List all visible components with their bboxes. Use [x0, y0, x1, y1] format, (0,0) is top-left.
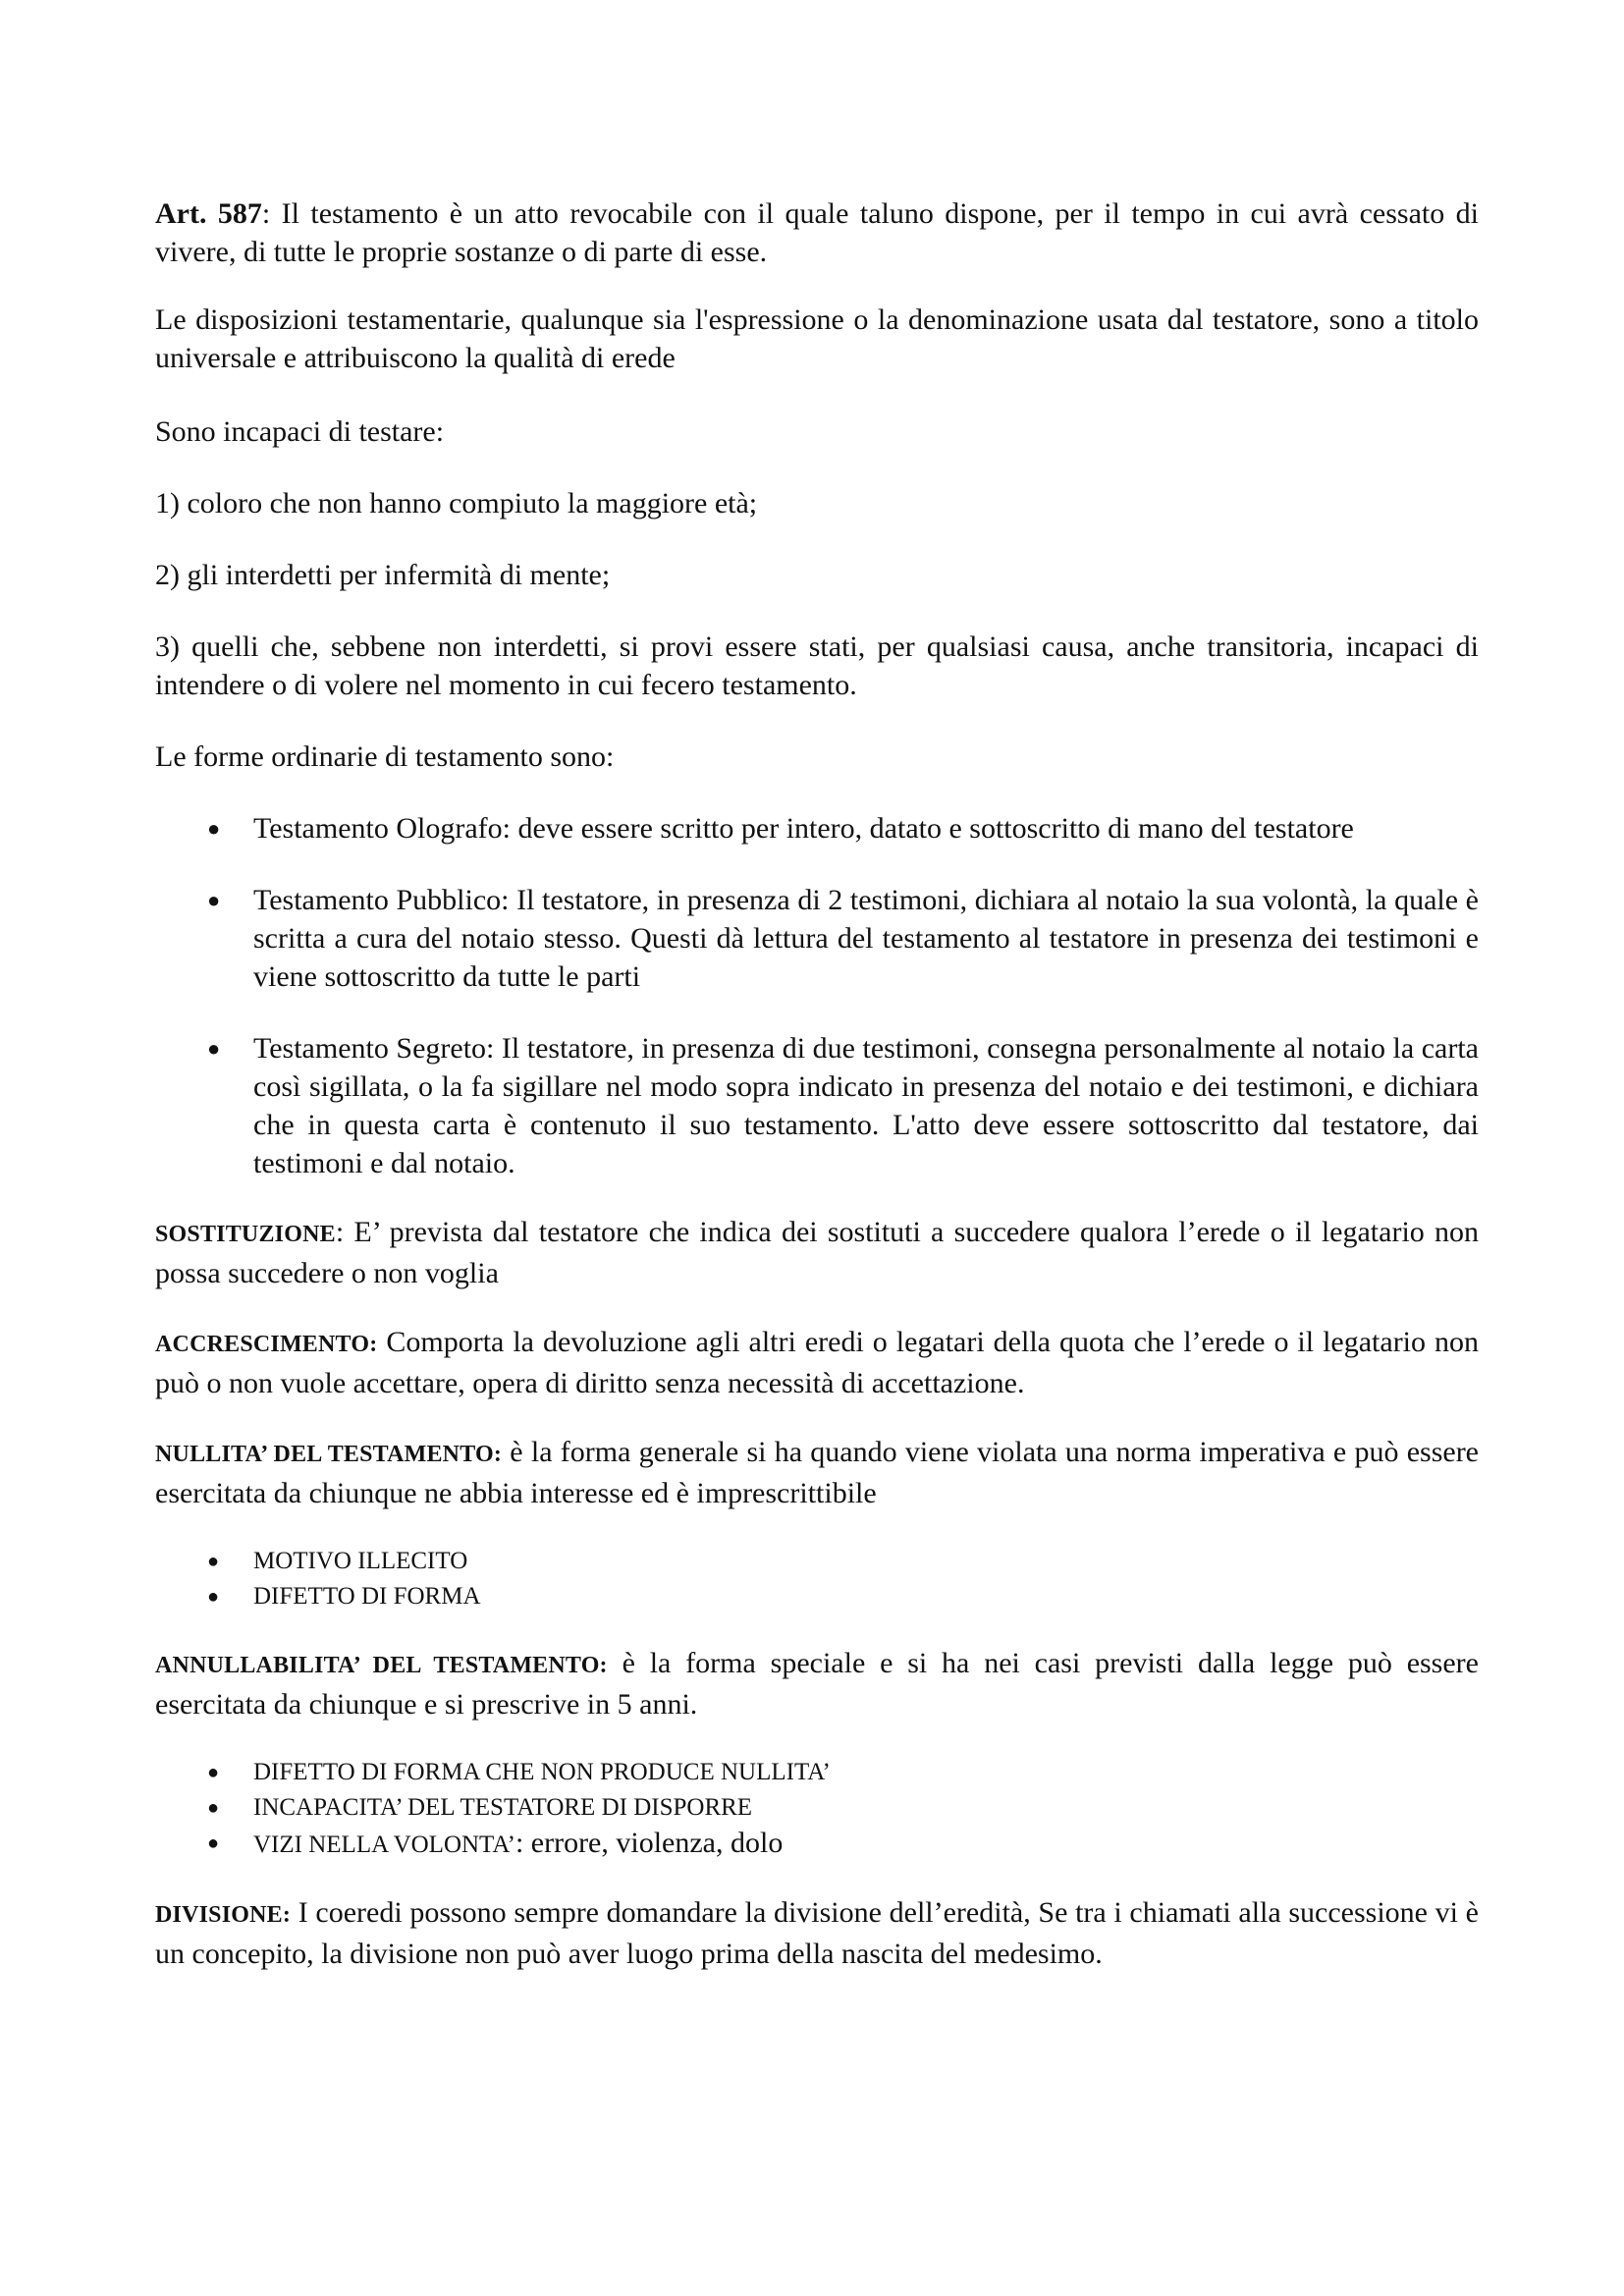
- art-587-paragraph: [155, 194, 1479, 271]
- forme-item-pubblico: Testamento Pubblico: Il testatore, in presenza di 2 testimoni, dichiara al notaio la sua volontà, la quale è scritta a cura del notaio stesso. Questi dà lettura del testamento al testatore in presenza dei testimoni e viene sottoscritto da tutte le parti: [253, 884, 1479, 993]
- forme-list: [155, 809, 1479, 1182]
- list-item: [155, 1029, 1479, 1182]
- sostituzione-text: : E’ prevista dal testatore che indica dei sostituti a succedere qualora l’erede o il legatario non possa succedere o non voglia: [155, 1216, 1479, 1289]
- nullita-paragraph: [155, 1433, 1479, 1512]
- list-item: [155, 1579, 1479, 1614]
- art-587-label: Art. 587: [155, 197, 262, 230]
- nullita-label: NULLITA’ DEL TESTAMENTO:: [155, 1442, 503, 1467]
- annullabilita-list: [155, 1755, 1479, 1863]
- bullet-icon: ●: [207, 1832, 220, 1854]
- bullet-icon: ●: [207, 1551, 220, 1572]
- divisione-label: DIVISIONE:: [155, 1902, 292, 1928]
- bullet-icon: ●: [207, 1797, 220, 1819]
- sostituzione-paragraph: [155, 1213, 1479, 1292]
- nullita-text: è la forma generale si ha quando viene violata una norma imperativa e può essere esercitata da chiunque ne abbia interesse ed è imprescrittibile: [155, 1436, 1480, 1509]
- annullabilita-paragraph: [155, 1644, 1479, 1723]
- accrescimento-paragraph: [155, 1323, 1479, 1402]
- list-item: [155, 881, 1479, 996]
- bullet-icon: ●: [207, 816, 221, 841]
- annullabilita-item-vizi-caps: VIZI NELLA VOLONTA’: [253, 1831, 515, 1858]
- annullabilita-item-difetto: DIFETTO DI FORMA CHE NON PRODUCE NULLITA’: [253, 1759, 831, 1785]
- annullabilita-label: ANNULLABILITA’ DEL TESTAMENTO:: [155, 1653, 608, 1678]
- divisione-text: I coeredi possono sempre domandare la divisione dell’eredità, Se tra i chiamati alla successione vi è un concepito, la divisione non può aver luogo prima della nascita del medesimo.: [155, 1896, 1479, 1970]
- bullet-icon: ●: [207, 888, 221, 912]
- bullet-icon: ●: [207, 1036, 221, 1061]
- sostituzione-label: SOSTITUZIONE: [155, 1222, 336, 1247]
- bullet-icon: ●: [207, 1586, 220, 1608]
- nullita-item-motivo: MOTIVO ILLECITO: [253, 1548, 468, 1574]
- divisione-paragraph: [155, 1893, 1479, 1973]
- annullabilita-item-incapacita: INCAPACITA’ DEL TESTATORE DI DISPORRE: [253, 1794, 753, 1821]
- list-item: [155, 1826, 1479, 1863]
- accrescimento-text: Comporta la devoluzione agli altri eredi o legatari della quota che l’erede o il legatario non può o non vuole accettare, opera di diritto senza necessità di accettazione.: [155, 1326, 1479, 1399]
- document-body: [155, 194, 1479, 1973]
- nullita-list: [155, 1544, 1479, 1614]
- incapaci-item-1: 1) coloro che non hanno compiuto la maggiore età;: [155, 487, 758, 519]
- nullita-item-difetto: DIFETTO DI FORMA: [253, 1583, 481, 1610]
- list-item: [155, 1544, 1479, 1579]
- bullet-icon: ●: [207, 1762, 220, 1783]
- disposizioni-paragraph: Le disposizioni testamentarie, qualunque sia l'espressione o la denominazione usata dal testatore, sono a titolo universale e attribuiscono la qualità di erede: [155, 303, 1479, 374]
- incapaci-item-2: 2) gli interdetti per infermità di mente;: [155, 559, 611, 591]
- annullabilita-text: è la forma speciale e si ha nei casi previsti dalla legge può essere esercitata da chiunque e si prescrive in 5 anni.: [155, 1647, 1479, 1721]
- list-item: [155, 1755, 1479, 1790]
- art-587-text: : Il testamento è un atto revocabile con il quale taluno dispone, per il tempo in cui avrà cessato di vivere, di tutte le proprie sostanze o di parte di esse.: [155, 197, 1479, 268]
- forme-intro: Le forme ordinarie di testamento sono:: [155, 740, 615, 773]
- accrescimento-label: ACCRESCIMENTO:: [155, 1332, 378, 1357]
- incapaci-intro: Sono incapaci di testare:: [155, 415, 445, 448]
- incapaci-item-3: 3) quelli che, sebbene non interdetti, si provi essere stati, per qualsiasi causa, anche transitoria, incapaci di intendere o di volere nel momento in cui fecero testamento.: [155, 630, 1479, 701]
- annullabilita-item-vizi-rest: : errore, violenza, dolo: [514, 1827, 784, 1859]
- list-item: [155, 1790, 1479, 1826]
- list-item: [155, 809, 1479, 847]
- forme-item-olografo: Testamento Olografo: deve essere scritto per intero, datato e sottoscritto di mano del testatore: [253, 812, 1354, 845]
- forme-item-segreto: Testamento Segreto: Il testatore, in presenza di due testimoni, consegna personalmente al notaio la carta così sigillata, o la fa sigillare nel modo sopra indicato in presenza del notaio e dei testimoni, e dichiara che in questa carta è contenuto il suo testamento. L'atto deve essere sottoscritto dal testatore, dai testimoni e dal notaio.: [253, 1032, 1479, 1179]
